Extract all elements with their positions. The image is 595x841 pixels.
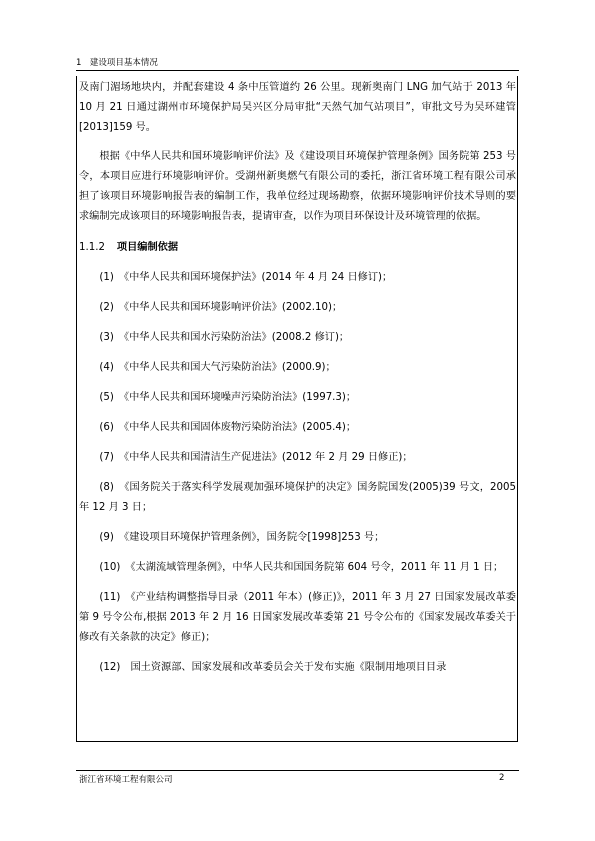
list-item: (4) 《中华人民共和国大气污染防治法》(2000.9)； — [99, 362, 336, 373]
subsection-heading — [79, 238, 516, 258]
paragraph-basis: 根据《中华人民共和国环境影响评价法》及《建设项目环境保护管理条例》国务院第 253 号令，本项目应进行环境影响评价。受湖州新奥燃气有限公司的委托，浙江省环境工程有限公司承担了该项目环境影响报告表的编制工作，我单位经过现场勘察，依据环境影响评价技术导则的要求编制完成该项目的环境影响报告表，提请审查，以作为项目环保设计及环境管理的依据。 — [79, 151, 516, 222]
subsection-number: 1.1.2 — [79, 242, 105, 253]
page-number: 2 — [499, 773, 505, 783]
header-rule — [76, 70, 519, 71]
list-item: (3) 《中华人民共和国水污染防治法》(2008.2 修订)； — [99, 332, 350, 343]
list-item: (10) 《太湖流域管理条例》，中华人民共和国国务院第 604 号令，2011 年 11 月 1 日； — [99, 562, 504, 573]
list-item: (2) 《中华人民共和国环境影响评价法》(2002.10)； — [99, 302, 343, 313]
list-item: (12) 国土资源部、国家发展和改革委员会关于发布实施《限制用地项目目录 — [99, 662, 447, 673]
list-item: (5) 《中华人民共和国环境噪声污染防治法》(1997.3)； — [99, 392, 357, 403]
footer-company: 浙江省环境工程有限公司 — [79, 775, 173, 785]
list-item: (6) 《中华人民共和国固体废物污染防治法》(2005.4)； — [99, 422, 357, 433]
list-item: (1) 《中华人民共和国环境保护法》(2014 年 4 月 24 日修订)； — [99, 272, 393, 283]
paragraph-intro: 及南门湄场地块内，并配套建设 4 条中压管道约 26 公里。现新奥南门 LNG 加气站于 2013 年 10 月 21 日通过湖州市环境保护局吴兴区分局审批“天然气加气站项目”，审批文号为吴环建管[2013]159 号。 — [79, 82, 516, 133]
list-item: (11) 《产业结构调整指导目录（2011 年本）(修正)》，2011 年 3 月 27 日国家发展改革委第 9 号令公布,根据 2013 年 2 月 16 日国家发展改革委第 21 号令公布的《国家发展改革委关于修改有关条款的决定》修正)； — [79, 592, 516, 643]
list-item: (9) 《建设项目环境保护管理条例》，国务院令[1998]253 号； — [99, 532, 385, 543]
list-item: (7) 《中华人民共和国清洁生产促进法》(2012 年 2 月 29 日修正)； — [99, 452, 413, 463]
running-header: 1 建设项目基本情况 — [76, 58, 158, 68]
subsection-title: 项目编制依据 — [116, 242, 179, 253]
list-item: (8) 《国务院关于落实科学发展观加强环境保护的决定》国务院国发(2005)39 号文，2005 年 12 月 3 日； — [79, 482, 516, 513]
footer-rule — [76, 770, 519, 771]
document-body — [79, 78, 516, 678]
